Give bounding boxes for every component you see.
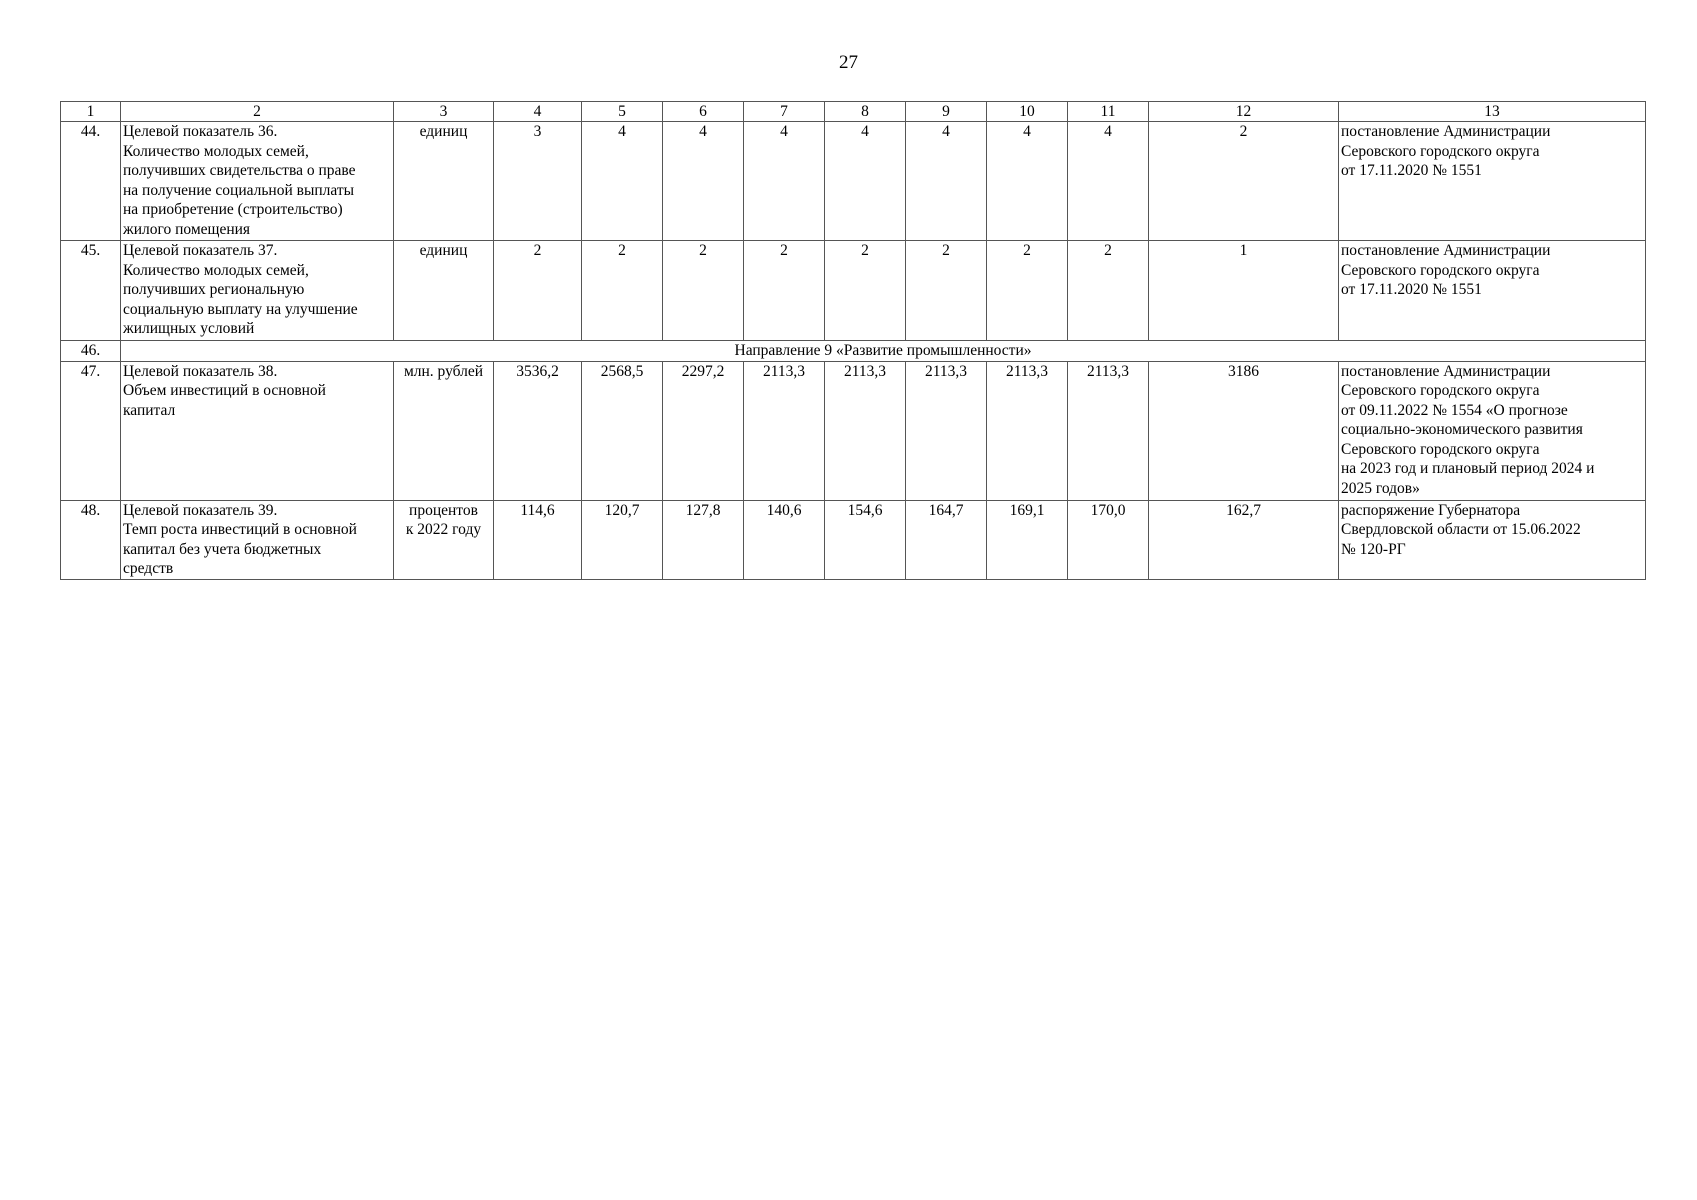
unit-cell: единиц bbox=[394, 241, 494, 341]
indicator-title: Целевой показатель 36. bbox=[123, 123, 278, 140]
header-cell: 2 bbox=[121, 102, 394, 122]
header-cell: 1 bbox=[61, 102, 121, 122]
header-cell: 7 bbox=[744, 102, 825, 122]
indicator-description bbox=[121, 241, 394, 341]
indicator-title: Целевой показатель 37. bbox=[123, 242, 278, 259]
source-cell bbox=[1339, 361, 1646, 500]
value-cell: 2 bbox=[744, 241, 825, 341]
header-cell: 8 bbox=[825, 102, 906, 122]
value-cell: 2113,3 bbox=[906, 361, 987, 500]
source-cell bbox=[1339, 122, 1646, 241]
value-cell: 2 bbox=[1149, 122, 1339, 241]
value-cell: 4 bbox=[825, 122, 906, 241]
source-cell bbox=[1339, 241, 1646, 341]
value-cell: 4 bbox=[987, 122, 1068, 241]
value-cell: 127,8 bbox=[663, 500, 744, 579]
source-line: Свердловской области от 15.06.2022 bbox=[1341, 521, 1581, 538]
unit-cell bbox=[394, 500, 494, 579]
value-cell: 4 bbox=[663, 122, 744, 241]
value-cell: 114,6 bbox=[494, 500, 582, 579]
indicators-table bbox=[60, 101, 1646, 580]
value-cell: 2 bbox=[825, 241, 906, 341]
source-line: Серовского городского округа bbox=[1341, 440, 1540, 458]
indicator-description bbox=[121, 122, 394, 241]
header-cell: 4 bbox=[494, 102, 582, 122]
source-line: постановление Администрации bbox=[1341, 242, 1551, 259]
description-line: получивших региональную bbox=[123, 281, 305, 298]
value-cell: 2113,3 bbox=[987, 361, 1068, 500]
source-line: 2025 годов» bbox=[1341, 479, 1420, 497]
description-line: Количество молодых семей, bbox=[123, 261, 309, 279]
value-cell: 170,0 bbox=[1068, 500, 1149, 579]
indicator-description bbox=[121, 361, 394, 500]
header-cell: 5 bbox=[582, 102, 663, 122]
value-cell: 3 bbox=[494, 122, 582, 241]
value-cell: 2 bbox=[1068, 241, 1149, 341]
header-cell: 12 bbox=[1149, 102, 1339, 122]
source-cell bbox=[1339, 500, 1646, 579]
value-cell: 2113,3 bbox=[825, 361, 906, 500]
table-header-row bbox=[61, 102, 1646, 122]
value-cell: 4 bbox=[582, 122, 663, 241]
indicator-title: Целевой показатель 39. bbox=[123, 501, 278, 519]
header-cell: 10 bbox=[987, 102, 1068, 122]
value-cell: 3186 bbox=[1149, 361, 1339, 500]
description-line: на приобретение (строительство) bbox=[123, 201, 343, 218]
value-cell: 120,7 bbox=[582, 500, 663, 579]
value-cell: 4 bbox=[744, 122, 825, 241]
value-cell: 2 bbox=[663, 241, 744, 341]
value-cell: 162,7 bbox=[1149, 500, 1339, 579]
table-row bbox=[61, 500, 1646, 579]
value-cell: 2113,3 bbox=[1068, 361, 1149, 500]
description-line: Объем инвестиций в основной bbox=[123, 382, 326, 399]
table-row bbox=[61, 122, 1646, 241]
value-cell: 1 bbox=[1149, 241, 1339, 341]
row-number: 44. bbox=[61, 122, 121, 241]
section-title: Направление 9 «Развитие промышленности» bbox=[121, 341, 1646, 362]
value-cell: 2568,5 bbox=[582, 361, 663, 500]
source-line: на 2023 год и плановый период 2024 и bbox=[1341, 460, 1595, 477]
page-number: 27 bbox=[839, 52, 858, 73]
source-line: Серовского городского округа bbox=[1341, 382, 1540, 399]
indicator-description bbox=[121, 500, 394, 579]
value-cell: 164,7 bbox=[906, 500, 987, 579]
description-line: средств bbox=[123, 560, 174, 577]
row-number: 48. bbox=[61, 500, 121, 579]
row-number: 46. bbox=[61, 341, 121, 362]
table-row bbox=[61, 241, 1646, 341]
value-cell: 4 bbox=[1068, 122, 1149, 241]
value-cell: 154,6 bbox=[825, 500, 906, 579]
value-cell: 3536,2 bbox=[494, 361, 582, 500]
header-cell: 9 bbox=[906, 102, 987, 122]
source-line: распоряжение Губернатора bbox=[1341, 501, 1521, 519]
source-line: постановление Администрации bbox=[1341, 362, 1551, 380]
description-line: жилого помещения bbox=[123, 220, 251, 238]
value-cell: 4 bbox=[906, 122, 987, 241]
source-line: № 120-РГ bbox=[1341, 540, 1406, 558]
header-cell: 3 bbox=[394, 102, 494, 122]
unit-line: к 2022 году bbox=[405, 521, 482, 538]
section-row bbox=[61, 341, 1646, 362]
source-line: Серовского городского округа bbox=[1341, 142, 1540, 160]
source-line: от 17.11.2020 № 1551 bbox=[1341, 162, 1482, 179]
table-row bbox=[61, 361, 1646, 500]
description-line: капитал bbox=[123, 401, 176, 419]
description-line: Количество молодых семей, bbox=[123, 142, 309, 160]
value-cell: 2 bbox=[987, 241, 1068, 341]
header-cell: 11 bbox=[1068, 102, 1149, 122]
source-line: социально-экономического развития bbox=[1341, 421, 1583, 438]
header-cell: 6 bbox=[663, 102, 744, 122]
source-line: постановление Администрации bbox=[1341, 123, 1551, 140]
value-cell: 2 bbox=[494, 241, 582, 341]
description-line: социальную выплату на улучшение bbox=[123, 300, 358, 318]
unit-cell: млн. рублей bbox=[394, 361, 494, 500]
value-cell: 2 bbox=[582, 241, 663, 341]
value-cell: 2113,3 bbox=[744, 361, 825, 500]
value-cell: 140,6 bbox=[744, 500, 825, 579]
unit-cell: единиц bbox=[394, 122, 494, 241]
description-line: жилищных условий bbox=[123, 320, 255, 337]
unit-line: процентов bbox=[409, 501, 478, 519]
value-cell: 2 bbox=[906, 241, 987, 341]
header-cell: 13 bbox=[1339, 102, 1646, 122]
description-line: Темп роста инвестиций в основной bbox=[123, 521, 357, 538]
description-line: получивших свидетельства о праве bbox=[123, 162, 356, 179]
description-line: на получение социальной выплаты bbox=[123, 181, 355, 199]
description-line: капитал без учета бюджетных bbox=[123, 540, 322, 558]
row-number: 45. bbox=[61, 241, 121, 341]
value-cell: 169,1 bbox=[987, 500, 1068, 579]
value-cell: 2297,2 bbox=[663, 361, 744, 500]
source-line: Серовского городского округа bbox=[1341, 261, 1540, 279]
source-line: от 17.11.2020 № 1551 bbox=[1341, 281, 1482, 298]
source-line: от 09.11.2022 № 1554 «О прогнозе bbox=[1341, 401, 1568, 419]
indicator-title: Целевой показатель 38. bbox=[123, 362, 278, 380]
row-number: 47. bbox=[61, 361, 121, 500]
